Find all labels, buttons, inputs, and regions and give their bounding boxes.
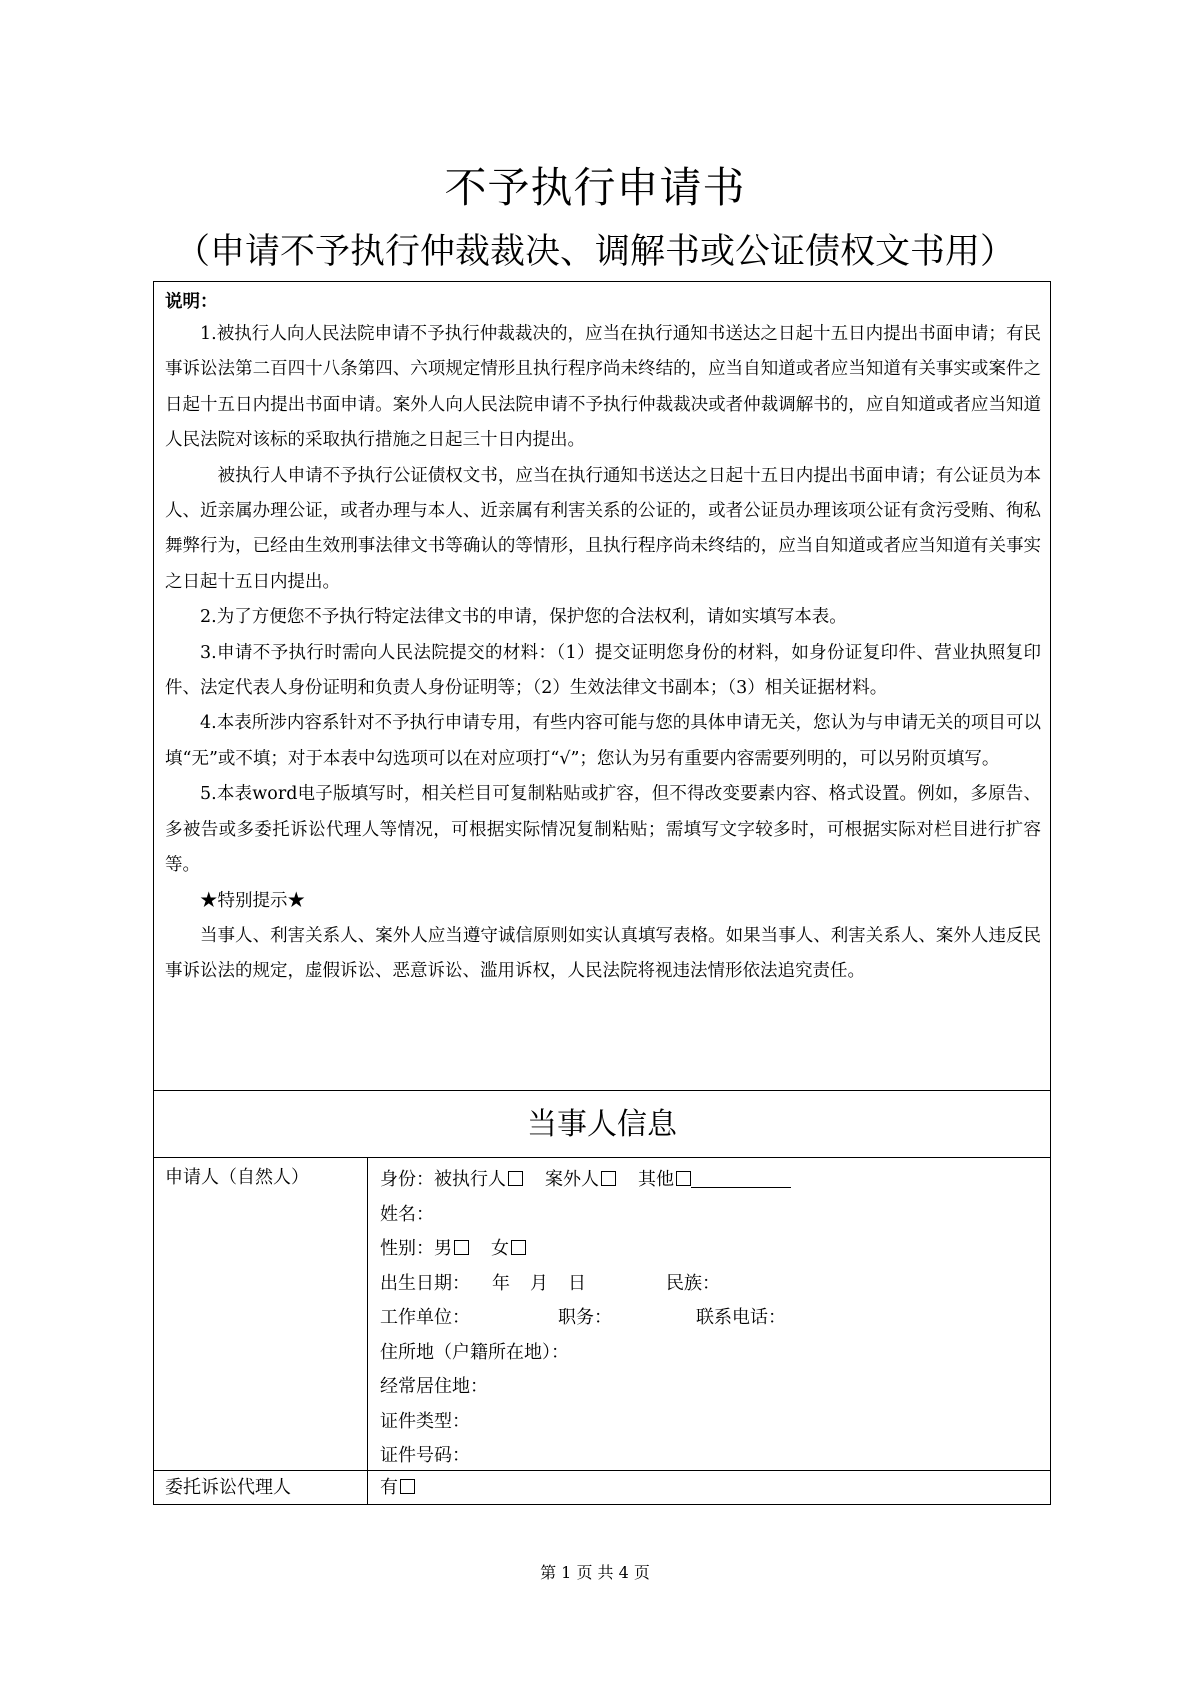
gender-female-checkbox[interactable]	[511, 1240, 526, 1255]
agent-label: 委托诉讼代理人	[165, 1477, 291, 1498]
identity-row	[380, 1163, 1039, 1198]
birth-year-unit: 年	[492, 1272, 510, 1294]
gender-male-checkbox[interactable]	[454, 1240, 469, 1255]
name-label: 姓名：	[380, 1203, 434, 1225]
position-label: 职务：	[558, 1307, 612, 1328]
instruction-paragraph: 5.本表word电子版填写时，相关栏目可复制粘贴或扩容，但不得改变要素内容、格式设置。例如，多原告、多被告或多委托诉讼代理人等情况，可根据实际情况复制粘贴；需填写文字较多时，可根据实际对栏目进行扩容等。	[165, 784, 1041, 876]
domicile-label: 住所地（户籍所在地）：	[380, 1341, 569, 1363]
gender-option-male: 男	[434, 1238, 452, 1259]
identity-other-input[interactable]	[691, 1169, 791, 1188]
ethnicity-label: 民族：	[666, 1272, 720, 1294]
section-title-parties: 当事人信息	[153, 1091, 1051, 1158]
gender-row	[380, 1232, 1039, 1267]
page-footer: 第 1 页 共 4 页	[540, 1563, 650, 1582]
gender-option-female: 女	[491, 1238, 509, 1259]
special-notice-heading: ★特别提示★	[200, 890, 305, 911]
birth-month-unit: 月	[530, 1272, 548, 1294]
instructions-heading: 说明：	[165, 292, 218, 312]
work-row	[380, 1301, 1039, 1336]
document-title: 不予执行申请书	[444, 163, 746, 212]
instructions-block	[153, 281, 1051, 1091]
identity-option-other: 其他	[638, 1169, 674, 1190]
residence-label: 经常居住地：	[380, 1376, 488, 1397]
identity-label: 身份：	[380, 1169, 434, 1190]
instruction-paragraph: 1.被执行人向人民法院申请不予执行仲裁裁决的，应当在执行通知书送达之日起十五日内提出书面申请；有民事诉讼法第二百四十八条第四、六项规定情形且执行程序尚未终结的，应当自知道或者应当知道有关事实或案件之日起十五日内提出书面申请。案外人向人民法院申请不予执行仲裁裁决或者仲裁调解书的，应自知道或者应当知道人民法院对该标的采取执行措施之日起三十日内提出。	[165, 324, 1041, 451]
id-number-label: 证件号码：	[380, 1445, 470, 1466]
instruction-paragraph: 被执行人申请不予执行公证债权文书，应当在执行通知书送达之日起十五日内提出书面申请；有公证员为本人、近亲属办理公证，或者办理与本人、近亲属有利害关系的公证的，或者公证员办理该项公证有贪污受贿、徇私舞弊行为，已经由生效刑事法律文书等确认的等情形，且执行程序尚未终结的，应当自知道或者应当知道有关事实之日起十五日内提出。	[165, 465, 1041, 592]
instruction-paragraph: 2.为了方便您不予执行特定法律文书的申请，保护您的合法权利，请如实填写本表。	[200, 607, 847, 628]
applicant-label: 申请人（自然人）	[165, 1167, 309, 1188]
identity-option-executee: 被执行人	[434, 1169, 506, 1190]
agent-option-yes: 有	[380, 1477, 398, 1498]
gender-label: 性别：	[380, 1238, 434, 1259]
identity-executee-checkbox[interactable]	[508, 1171, 523, 1186]
agent-fields-cell	[368, 1470, 1051, 1505]
identity-outsider-checkbox[interactable]	[601, 1171, 616, 1186]
agent-label-cell	[153, 1470, 368, 1505]
birth-day-unit: 日	[568, 1272, 586, 1294]
special-notice-text: 当事人、利害关系人、案外人应当遵守诚信原则如实认真填写表格。如果当事人、利害关系人、案外人违反民事诉讼法的规定，虚假诉讼、恶意诉讼、滥用诉权，人民法院将视违法情形依法追究责任。	[165, 925, 1041, 982]
id-type-label: 证件类型：	[380, 1410, 470, 1432]
phone-label: 联系电话：	[696, 1307, 786, 1328]
name-row	[380, 1198, 1039, 1233]
id-type-row	[380, 1405, 1039, 1440]
work-unit-label: 工作单位：	[380, 1307, 470, 1328]
instruction-paragraph: 4.本表所涉内容系针对不予执行申请专用，有些内容可能与您的具体申请无关，您认为与申请无关的项目可以填“无”或不填；对于本表中勾选项可以在对应项打“√”；您认为另有重要内容需要列明的，可以另附页填写。	[165, 713, 1041, 769]
residence-row	[380, 1370, 1039, 1405]
instruction-paragraph: 3.申请不予执行时需向人民法院提交的材料：（1）提交证明您身份的材料，如身份证复印件、营业执照复印件、法定代表人身份证明和负责人身份证明等；（2）生效法律文书副本；（3）相关证据材料。	[165, 642, 1041, 699]
id-number-row	[380, 1439, 1039, 1474]
document-subtitle: （申请不予执行仲裁裁决、调解书或公证债权文书用）	[174, 232, 1015, 272]
domicile-row	[380, 1336, 1039, 1371]
identity-option-outsider: 案外人	[545, 1169, 599, 1190]
applicant-label-cell	[153, 1158, 368, 1470]
birth-row	[380, 1267, 1039, 1302]
identity-other-checkbox[interactable]	[676, 1171, 691, 1186]
applicant-fields-cell	[368, 1158, 1051, 1470]
agent-yes-checkbox[interactable]	[400, 1479, 415, 1494]
birth-label: 出生日期：	[380, 1272, 470, 1294]
